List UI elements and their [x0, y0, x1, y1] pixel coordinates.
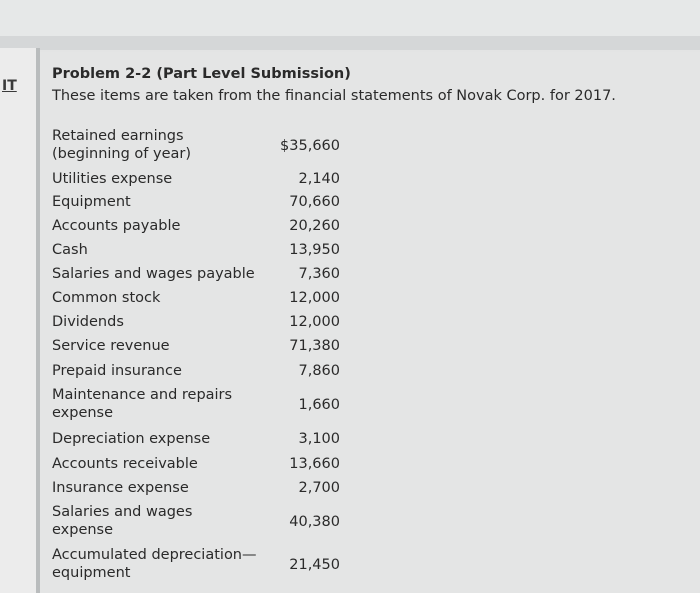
item-label-prepaid-insurance: Prepaid insurance [52, 363, 182, 379]
item-label-salaries-wages-payable: Salaries and wages payable [52, 266, 255, 282]
item-value-common-stock: 12,000 [289, 290, 340, 306]
item-label-cash: Cash [52, 242, 88, 258]
item-value-prepaid-insurance: 7,860 [298, 363, 340, 379]
item-label-dividends: Dividends [52, 314, 124, 330]
item-label-accounts-payable: Accounts payable [52, 218, 181, 234]
item-value-salaries-wages-expense: 40,380 [289, 514, 340, 530]
item-value-depreciation-expense: 3,100 [298, 431, 340, 447]
item-value-dividends: 12,000 [289, 314, 340, 330]
item-label-equipment: Equipment [52, 194, 131, 210]
item-label-insurance-expense: Insurance expense [52, 480, 189, 496]
item-label-common-stock: Common stock [52, 290, 161, 306]
item-value-accumulated-depreciation: 21,450 [289, 557, 340, 573]
item-label-service-revenue: Service revenue [52, 338, 170, 354]
sidebar-tab-label[interactable]: IT [2, 78, 17, 94]
problem-subtitle: These items are taken from the financial statements of Novak Corp. for 2017. [52, 88, 616, 104]
item-label-utilities-expense: Utilities expense [52, 171, 173, 187]
toolbar-stripe [0, 36, 700, 50]
item-value-equipment: 70,660 [289, 194, 340, 210]
item-value-salaries-wages-payable: 7,360 [298, 266, 340, 282]
item-label-accounts-receivable: Accounts receivable [52, 456, 198, 472]
item-label-depreciation-expense: Depreciation expense [52, 431, 211, 447]
item-label-salaries-wages-expense: Salaries and wages expense [52, 504, 193, 538]
item-label-maintenance-repairs: Maintenance and repairs expense [52, 387, 233, 421]
item-label-accumulated-depreciation: Accumulated depreciation—equipment [52, 547, 257, 581]
item-value-utilities-expense: 2,140 [298, 171, 340, 187]
item-value-retained-earnings: $35,660 [280, 138, 340, 154]
item-value-cash: 13,950 [289, 242, 340, 258]
item-value-service-revenue: 71,380 [289, 338, 340, 354]
item-value-insurance-expense: 2,700 [298, 480, 340, 496]
item-value-accounts-payable: 20,260 [289, 218, 340, 234]
problem-title: Problem 2-2 (Part Level Submission) [52, 66, 351, 82]
item-label-retained-earnings: Retained earnings (beginning of year) [52, 128, 192, 162]
item-value-accounts-receivable: 13,660 [289, 456, 340, 472]
item-value-maintenance-repairs: 1,660 [298, 397, 340, 413]
left-sidebar [0, 48, 36, 593]
